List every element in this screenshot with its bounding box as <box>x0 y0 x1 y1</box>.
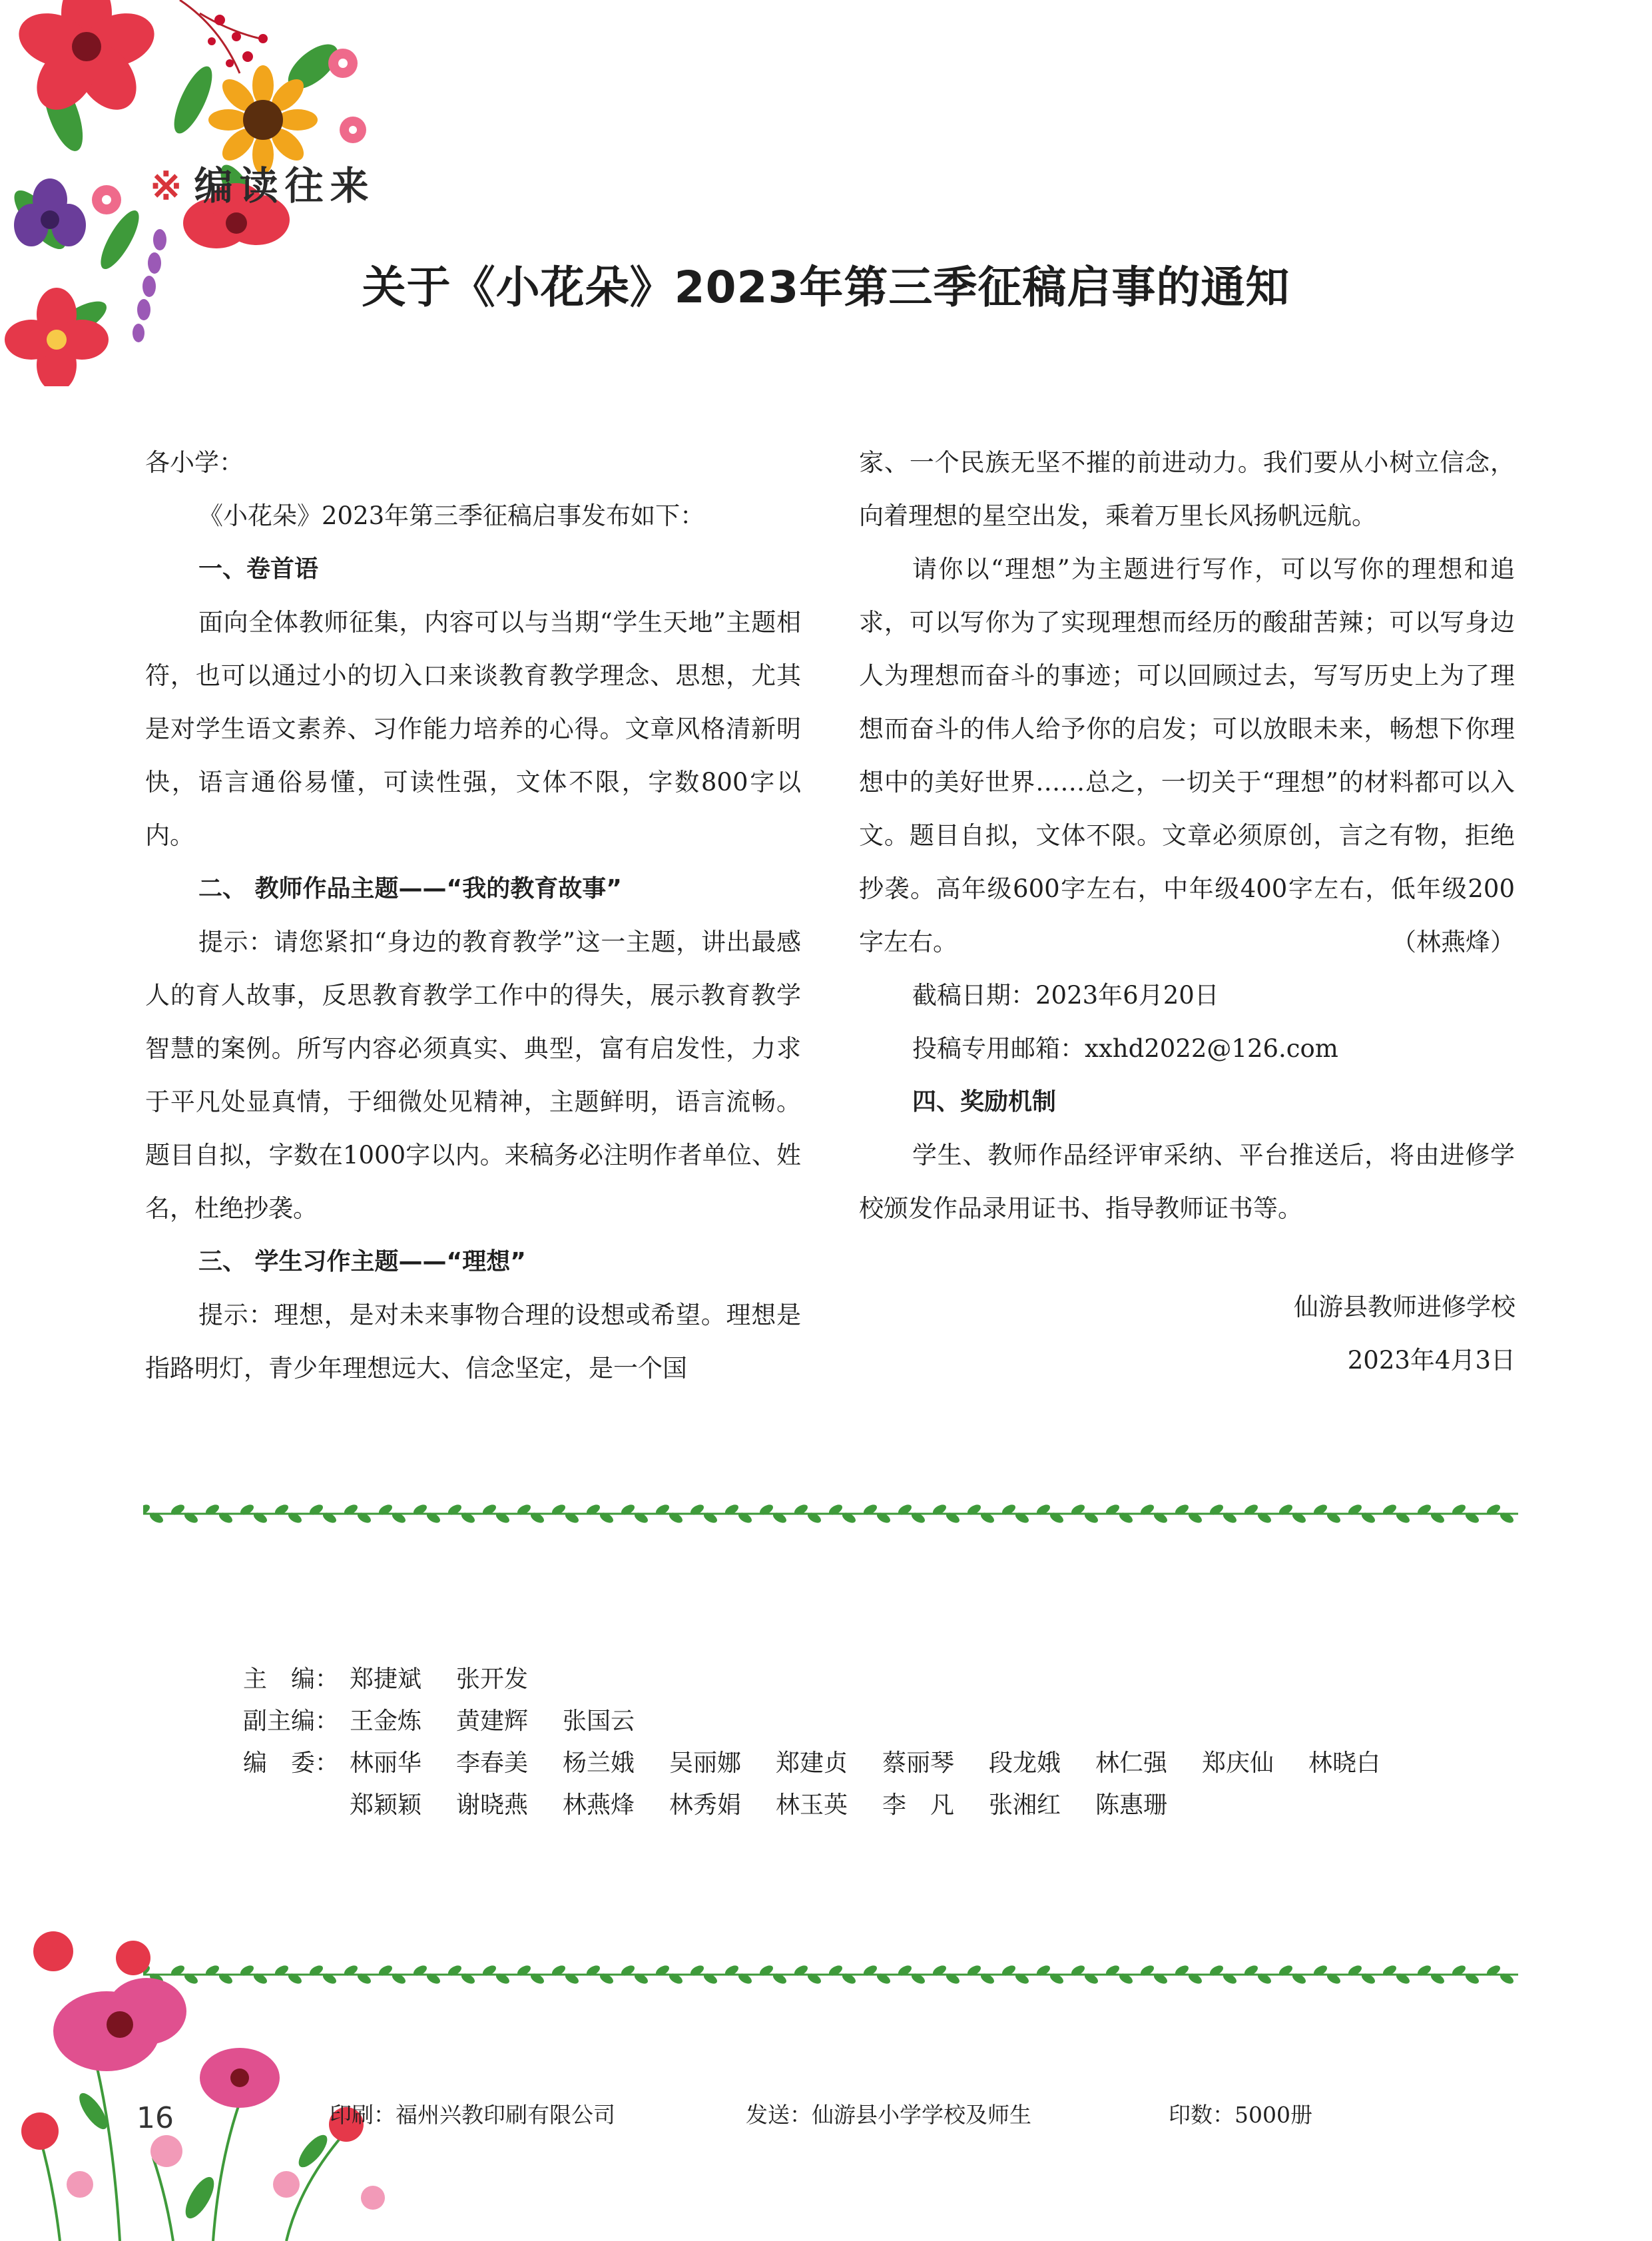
vine-leaf <box>1069 1504 1086 1517</box>
staff-name: 林晓白 <box>1308 1750 1381 1777</box>
vine-divider-top <box>143 1504 1518 1524</box>
printer-info: 印刷：福州兴教印刷有限公司 <box>330 2102 615 2128</box>
heading-student-theme: 三、 学生习作主题——“理想” <box>198 1248 526 1275</box>
vine-leaf <box>1000 1965 1017 1978</box>
vine-leaf <box>862 1965 878 1978</box>
vine-leaf <box>910 1971 926 1985</box>
print-copies: 印数：5000册 <box>1169 2102 1312 2128</box>
heading-teacher-theme: 二、 教师作品主题——“我的教育故事” <box>198 875 622 902</box>
vine-leaf <box>1450 1504 1467 1517</box>
staff-name: 陈惠珊 <box>1095 1791 1168 1819</box>
vine-leaf <box>1035 1504 1051 1517</box>
vine-leaf <box>896 1504 913 1517</box>
staff-name: 王金炼 <box>350 1708 422 1735</box>
vine-leaf <box>356 1510 372 1524</box>
vine-leaf <box>1069 1965 1086 1978</box>
vine-leaf <box>550 1965 567 1978</box>
vine-leaf <box>654 1965 671 1978</box>
staff-name: 张国云 <box>563 1708 635 1735</box>
vine-leaf <box>529 1971 545 1985</box>
signature-org: 仙游县教师进修学校 <box>1294 1293 1515 1321</box>
paragraph-writing-prompt <box>859 543 1515 969</box>
vine-leaf <box>585 1965 601 1978</box>
deputy-editor-names <box>350 1700 1428 1742</box>
vine-leaf <box>723 1965 740 1978</box>
vine-leaf <box>792 1965 809 1978</box>
vine-leaf <box>273 1504 290 1517</box>
vine-leaf <box>446 1504 463 1517</box>
vine-leaf <box>390 1510 407 1524</box>
vine-leaf <box>1117 1971 1134 1985</box>
heading-rewards: 四、奖励机制 <box>912 1088 1057 1116</box>
vine-leaf <box>1485 1504 1502 1517</box>
vine-leaf <box>1464 1971 1480 1985</box>
vine-leaf <box>494 1510 511 1524</box>
submission-email: 投稿专用邮箱：xxhd2022@126.com <box>912 1034 1338 1063</box>
vine-leaf <box>1290 1510 1307 1524</box>
staff-name: 林秀娟 <box>669 1791 742 1819</box>
vine-leaf <box>1394 1510 1411 1524</box>
paragraph-preface: 面向全体教师征集，内容可以与当期“学生天地”主题相符，也可以通过小的切入口来谈教育教学理念、思想，尤其是对学生语文素养、习作能力培养的心得。文章风格清新明快，语言通俗易懂，可读性强，文体不限，字数800字以内。 <box>145 608 801 850</box>
vine-leaf <box>1139 1504 1155 1517</box>
staff-name: 黄建辉 <box>456 1708 529 1735</box>
vine-leaf <box>1346 1504 1363 1517</box>
vine-leaf <box>1221 1510 1238 1524</box>
intro-paragraph: 《小花朵》2023年第三季征稿启事发布如下： <box>198 501 705 530</box>
vine-leaf <box>550 1504 567 1517</box>
vine-leaf <box>1498 1971 1515 1985</box>
vine-leaf <box>840 1971 857 1985</box>
staff-name: 林燕烽 <box>563 1791 635 1819</box>
vine-leaf <box>931 1965 948 1978</box>
left-column <box>145 436 801 1395</box>
right-column <box>859 436 1515 1235</box>
vine-leaf <box>965 1965 982 1978</box>
salutation: 各小学： <box>145 448 244 477</box>
vine-leaf <box>1429 1510 1446 1524</box>
vine-leaf <box>481 1504 497 1517</box>
heading-preface: 一、卷首语 <box>198 555 319 583</box>
chief-editor-label: 主 编： <box>243 1666 340 1693</box>
vine-leaf <box>1346 1965 1363 1978</box>
vine-leaf <box>1325 1510 1342 1524</box>
vine-leaf <box>862 1504 878 1517</box>
page-title: 关于《小花朵》2023年第三季征稿启事的通知 <box>362 262 1290 313</box>
vine-leaf <box>598 1510 615 1524</box>
section-label-text: 编读往来 <box>194 163 376 208</box>
staff-name: 吴丽娜 <box>669 1750 742 1777</box>
vine-leaf <box>308 1504 324 1517</box>
signature-date: 2023年4月3日 <box>1347 1346 1515 1375</box>
staff-name: 蔡丽琴 <box>882 1750 955 1777</box>
vine-leaf <box>481 1965 497 1978</box>
vine-leaf <box>875 1971 892 1985</box>
vine-leaf <box>252 1510 268 1524</box>
distribution-info: 发送：仙游县小学学校及师生 <box>746 2102 1031 2128</box>
vine-leaf <box>965 1504 982 1517</box>
vine-leaf <box>1173 1504 1190 1517</box>
vine-leaf <box>1485 1965 1502 1978</box>
vine-leaf <box>619 1504 636 1517</box>
vine-leaf <box>529 1510 545 1524</box>
staff-name: 谢晓燕 <box>456 1791 529 1819</box>
vine-leaf <box>1394 1971 1411 1985</box>
vine-leaf <box>1152 1971 1169 1985</box>
board-names <box>350 1742 1428 1826</box>
vine-leaf <box>910 1510 926 1524</box>
vine-leaf <box>585 1504 601 1517</box>
staff-name: 郑建贞 <box>776 1750 848 1777</box>
vine-leaf <box>1083 1510 1099 1524</box>
vine-leaf <box>217 1510 234 1524</box>
vine-leaf <box>688 1504 705 1517</box>
staff-row-board <box>243 1742 1428 1826</box>
vine-leaf <box>1048 1971 1065 1985</box>
staff-name: 林仁强 <box>1095 1750 1168 1777</box>
vine-leaf <box>1256 1510 1272 1524</box>
vine-leaf <box>1256 1971 1272 1985</box>
vine-leaf <box>1277 1965 1294 1978</box>
vine-leaf <box>1498 1510 1515 1524</box>
vine-leaf <box>1208 1504 1225 1517</box>
staff-name: 郑捷斌 <box>350 1666 422 1693</box>
vine-leaf <box>1013 1510 1030 1524</box>
vine-leaf <box>654 1504 671 1517</box>
vine-leaf <box>321 1510 338 1524</box>
vine-leaf <box>931 1504 948 1517</box>
paragraph-student-theme-cont: 家、一个民族无坚不摧的前进动力。我们要从小树立信念，向着理想的星空出发，乘着万里长风扬帆远航。 <box>859 448 1515 530</box>
vine-leaf <box>736 1510 753 1524</box>
writing-prompt-text: 请你以“理想”为主题进行写作，可以写你的理想和追求，可以写你为了实现理想而经历的酸甜苦辣；可以写身边人为理想而奋斗的事迹；可以回顾过去，写写历史上为了理想而奋斗的伟人给予你的启发；可以放眼未来，畅想下你理想中的美好世界……总之，一切关于“理想”的材料都可以入文。题目自拟，文体不限。文章必须原创，言之有物，拒绝抄袭。高年级600字左右，中年级400字左右，低年级200字左右。 <box>859 555 1515 956</box>
vine-leaf <box>758 1965 774 1978</box>
vine-leaf <box>1429 1971 1446 1985</box>
vine-leaf <box>1139 1965 1155 1978</box>
paragraph-rewards: 学生、教师作品经评审采纳、平台推送后，将由进修学校颁发作品录用证书、指导教师证书等。 <box>859 1141 1515 1223</box>
vine-leaf <box>1277 1504 1294 1517</box>
vine-leaf <box>412 1504 428 1517</box>
vine-leaf <box>667 1971 684 1985</box>
staff-row-chief <box>243 1658 1428 1700</box>
vine-leaf <box>1152 1510 1169 1524</box>
vine-leaf <box>148 1510 164 1524</box>
staff-name: 郑颖颖 <box>350 1791 422 1819</box>
vine-leaf <box>1242 1504 1259 1517</box>
vine-leaf <box>515 1965 532 1978</box>
section-label <box>150 155 376 210</box>
vine-leaf <box>342 1504 359 1517</box>
vine-leaf <box>1083 1971 1099 1985</box>
vine-leaf <box>1187 1510 1203 1524</box>
vine-leaf <box>169 1504 186 1517</box>
vine-leaf <box>1325 1971 1342 1985</box>
vine-leaf <box>827 1504 844 1517</box>
vine-leaf <box>1416 1965 1432 1978</box>
staff-name: 段龙娥 <box>989 1750 1061 1777</box>
vine-leaf <box>563 1971 580 1985</box>
vine-leaf <box>1221 1971 1238 1985</box>
deputy-editor-label: 副主编： <box>243 1708 340 1735</box>
vine-leaf <box>688 1965 705 1978</box>
vine-leaf <box>377 1504 394 1517</box>
bottom-floral-decoration <box>0 1931 466 2241</box>
page-number: 16 <box>137 2101 174 2135</box>
vine-leaf <box>1450 1965 1467 1978</box>
vine-leaf <box>827 1965 844 1978</box>
section-mark: ※ <box>150 163 189 208</box>
vine-leaf <box>1104 1504 1121 1517</box>
staff-name: 张开发 <box>456 1666 529 1693</box>
vine-leaf <box>875 1510 892 1524</box>
vine-leaf <box>425 1510 441 1524</box>
vine-leaf <box>238 1504 255 1517</box>
deadline: 截稿日期：2023年6月20日 <box>912 981 1219 1010</box>
vine-leaf <box>1360 1510 1376 1524</box>
vine-leaf <box>702 1510 718 1524</box>
board-label: 编 委： <box>243 1750 340 1777</box>
vine-leaf <box>1416 1504 1432 1517</box>
vine-leaf <box>1035 1965 1051 1978</box>
vine-leaf <box>806 1971 822 1985</box>
vine-leaf <box>944 1510 961 1524</box>
vine-leaf <box>182 1510 199 1524</box>
vine-leaf <box>840 1510 857 1524</box>
vine-leaf <box>1242 1965 1259 1978</box>
staff-name: 林丽华 <box>350 1750 422 1777</box>
vine-leaf <box>1117 1510 1134 1524</box>
staff-name: 杨兰娥 <box>563 1750 635 1777</box>
vine-leaf <box>1381 1965 1398 1978</box>
vine-leaf <box>1104 1965 1121 1978</box>
vine-leaf <box>702 1971 718 1985</box>
vine-leaf <box>944 1971 961 1985</box>
vine-leaf <box>1381 1504 1398 1517</box>
paragraph-teacher-theme: 提示：请您紧扣“身边的教育教学”这一主题，讲出最感人的育人故事，反思教育教学工作中的得失，展示教育教学智慧的案例。所写内容必须真实、典型，富有启发性，力求于平凡处显真情，于细微处见精神，主题鲜明，语言流畅。题目自拟，字数在1000字以内。来稿务必注明作者单位、姓名，杜绝抄袭。 <box>145 928 801 1223</box>
vine-leaf <box>633 1971 649 1985</box>
staff-name: 张湘红 <box>989 1791 1061 1819</box>
vine-leaf <box>758 1504 774 1517</box>
vine-leaf <box>667 1510 684 1524</box>
author-credit: （林燕烽） <box>1392 928 1515 956</box>
paragraph-student-theme: 提示：理想，是对未来事物合理的设想或希望。理想是指路明灯，青少年理想远大、信念坚定，是一个国 <box>145 1301 801 1383</box>
vine-leaf <box>1312 1965 1328 1978</box>
vine-leaf <box>771 1510 788 1524</box>
vine-leaf <box>1173 1965 1190 1978</box>
vine-leaf <box>771 1971 788 1985</box>
vine-leaf <box>896 1965 913 1978</box>
vine-leaf <box>633 1510 649 1524</box>
vine-leaf <box>459 1510 476 1524</box>
vine-leaf <box>515 1504 532 1517</box>
vine-leaf <box>1048 1510 1065 1524</box>
vine-leaf <box>1290 1971 1307 1985</box>
vine-leaf <box>619 1965 636 1978</box>
staff-name: 林玉英 <box>776 1791 848 1819</box>
vine-leaf <box>494 1971 511 1985</box>
vine-leaf <box>806 1510 822 1524</box>
vine-leaf <box>979 1510 995 1524</box>
staff-row-deputy <box>243 1700 1428 1742</box>
vine-leaf <box>1013 1971 1030 1985</box>
vine-leaf <box>736 1971 753 1985</box>
vine-leaf <box>723 1504 740 1517</box>
vine-leaf <box>598 1971 615 1985</box>
vine-leaf <box>1312 1504 1328 1517</box>
editorial-staff <box>243 1658 1428 1826</box>
vine-leaf <box>792 1504 809 1517</box>
vine-leaf <box>204 1504 220 1517</box>
vine-leaf <box>563 1510 580 1524</box>
vine-leaf <box>1360 1971 1376 1985</box>
vine-leaf <box>979 1971 995 1985</box>
vine-leaf <box>1464 1510 1480 1524</box>
chief-editor-names <box>350 1658 1428 1700</box>
staff-name: 李春美 <box>456 1750 529 1777</box>
staff-name: 李 凡 <box>882 1791 955 1819</box>
vine-leaf <box>1187 1971 1203 1985</box>
staff-name: 郑庆仙 <box>1202 1750 1274 1777</box>
vine-leaf <box>1000 1504 1017 1517</box>
vine-leaf <box>286 1510 303 1524</box>
vine-leaf <box>1208 1965 1225 1978</box>
